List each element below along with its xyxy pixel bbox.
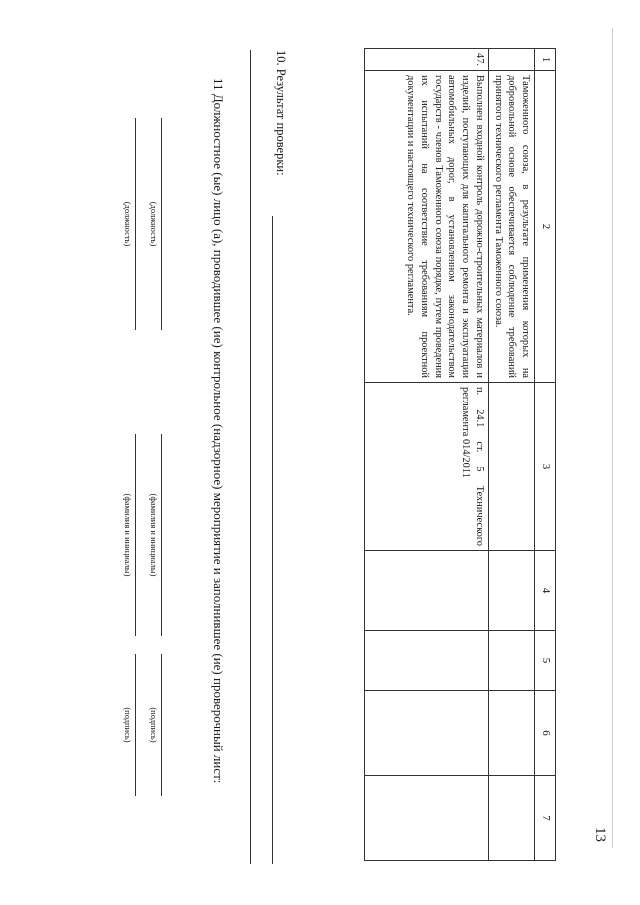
signature-sign-caption: (подпись) bbox=[149, 707, 159, 743]
header-cell-6: 6 bbox=[535, 691, 556, 776]
signature-sign-line bbox=[161, 654, 162, 796]
section10-label: 10. Результат проверки: bbox=[274, 50, 288, 176]
header-cell-1: 1 bbox=[535, 49, 556, 71]
header-cell-4: 4 bbox=[535, 551, 556, 631]
continuation-text-cell: Таможенного союза, в результате применения которых на добровольной основе обеспечивается соблюдение требований принятого технического регламента Таможенного союза. bbox=[488, 71, 534, 383]
requirement-text-cell: Выполнен входной контроль дорожно-строительных материалов и изделий, поступающих для капитального ремонта и эксплуатации автомобильных дорог, в установленном законодательством государств - членов Таможенного союза порядке, путем проведения их испытаний на соответствие требованиям проектной документации и настоящего технического регламента. bbox=[364, 71, 488, 383]
answer-cell-na bbox=[488, 691, 534, 776]
signature-sign-caption: (подпись) bbox=[123, 707, 133, 743]
signature-position-caption: (должность) bbox=[149, 201, 159, 247]
answer-cell-yes bbox=[488, 551, 534, 631]
table-row-continuation bbox=[488, 49, 534, 861]
answer-cell-no bbox=[364, 631, 488, 691]
answer-cell-no bbox=[488, 631, 534, 691]
header-cell-2: 2 bbox=[535, 71, 556, 383]
rotated-sheet bbox=[0, 48, 556, 868]
reference-cell bbox=[488, 383, 534, 551]
signature-name-caption: (фамилия и инициалы) bbox=[149, 493, 159, 577]
answer-cell-na bbox=[364, 691, 488, 776]
signature-position-caption: (должность) bbox=[123, 201, 133, 247]
table-header-row bbox=[535, 49, 556, 861]
header-cell-5: 5 bbox=[535, 631, 556, 691]
scan-edge-line bbox=[612, 28, 613, 848]
row-number-cell: 47. bbox=[364, 49, 488, 71]
note-cell bbox=[364, 776, 488, 861]
page-number: 13 bbox=[592, 827, 608, 842]
header-cell-7: 7 bbox=[535, 776, 556, 861]
result-fill-line bbox=[272, 216, 273, 864]
signature-name-line bbox=[161, 434, 162, 636]
header-cell-3: 3 bbox=[535, 383, 556, 551]
result-fill-line bbox=[250, 50, 251, 864]
signature-name-line bbox=[135, 434, 136, 636]
signature-sign-line bbox=[135, 654, 136, 796]
signature-position-line bbox=[135, 118, 136, 330]
table-row bbox=[364, 49, 488, 861]
row-number-cell bbox=[488, 49, 534, 71]
reference-cell: п. 24.1 ст. 5 Технического регламента 014/2011 bbox=[364, 383, 488, 551]
signature-position-line bbox=[161, 118, 162, 330]
signature-name-caption: (фамилия и инициалы) bbox=[123, 493, 133, 577]
answer-cell-yes bbox=[364, 551, 488, 631]
note-cell bbox=[488, 776, 534, 861]
checklist-table bbox=[364, 48, 556, 861]
section11-text: 11 Должностное (ые) лицо (а), проводившее (ие) контрольное (надзорное) мероприятие и заполнившее (ие) проверочный лист: bbox=[211, 78, 226, 784]
